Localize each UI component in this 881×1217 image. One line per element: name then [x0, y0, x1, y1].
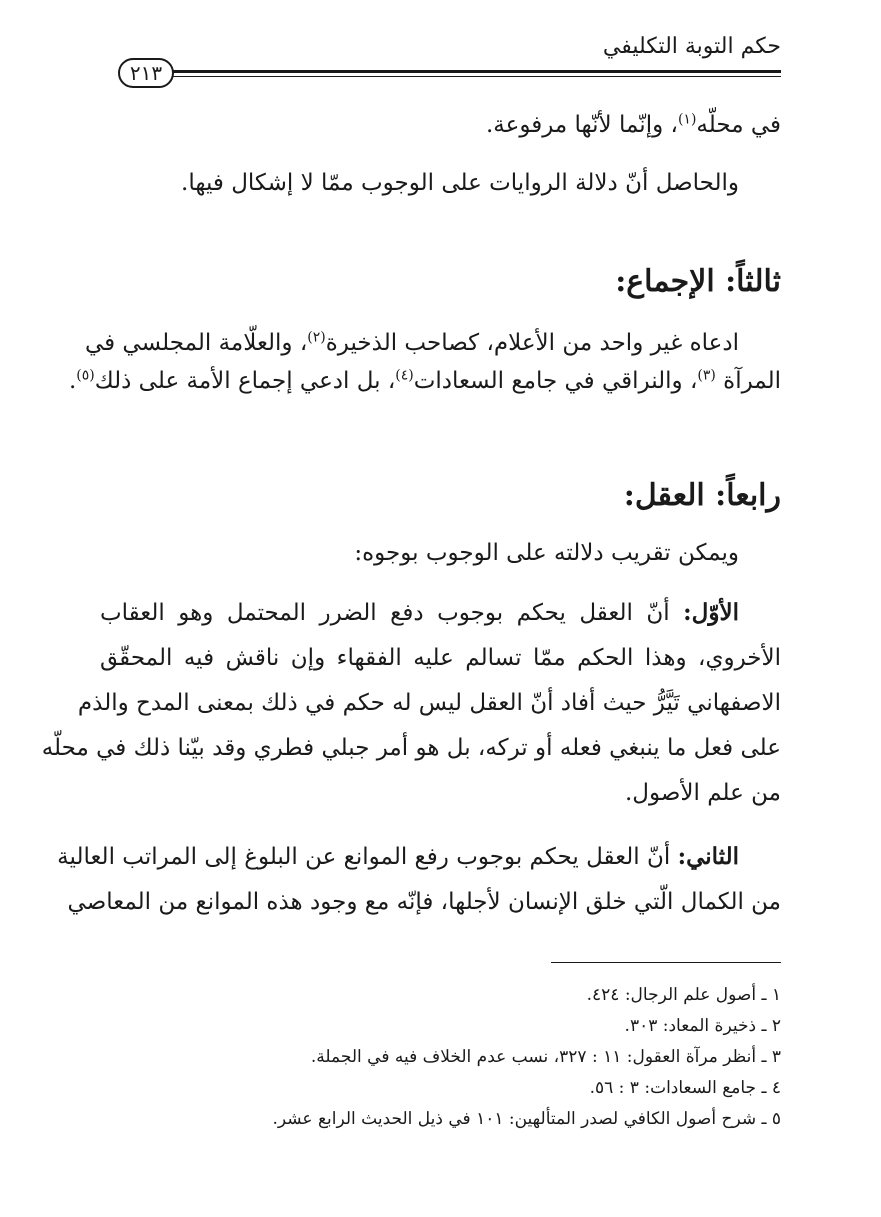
footnote-5: ٥ ـ شرح أصول الكافي لصدر المتألهين: ١٠١ في ذيل الحديث الرابع عشر.: [272, 1109, 781, 1129]
intro-line-1: في محلّه$^{(١)}$، وإنّما لأنّها مرفوعة.: [485, 111, 781, 138]
first-argument-line-3: الاصفهاني تَيَّرُّ حيث أفاد أنّ العقل ليس له حكم في ذلك بمعنى المدح والذم: [77, 690, 781, 716]
footnote-ref-3[interactable]: (٣): [697, 367, 716, 384]
running-header-title: حكم التوبة التكليفي: [602, 34, 781, 59]
reason-intro: ويمكن تقريب دلالته على الوجوب بوجوه:: [354, 540, 739, 566]
footnote-3: ٣ ـ أنظر مرآة العقول: ١١ : ٣٢٧، نسب عدم الخلاف فيه في الجملة.: [310, 1047, 781, 1067]
first-argument-line-4: على فعل ما ينبغي فعله أو تركه، بل هو أمر جبلي فطري وقد بيّنا ذلك في محلّه: [41, 735, 781, 761]
page-number-badge: ٢١٣: [118, 58, 174, 88]
footnote-ref-1[interactable]: (١): [677, 111, 697, 128]
intro-paragraph: [100, 106, 781, 144]
first-argument-label: الأوّل:: [683, 599, 739, 626]
second-argument-paragraph: [57, 834, 781, 925]
first-argument-line-2: الأخروي، وهذا الحكم ممّا تسالم عليه الفقهاء وإن ناقش فيه المحقّق: [100, 645, 781, 671]
second-argument-line-1: الثاني: أنّ العقل يحكم بوجوب رفع الموانع عن البلوغ إلى المراتب العالية: [57, 843, 739, 870]
footnote-4: ٤ ـ جامع السعادات: ٣ : ٥٦.: [589, 1078, 781, 1098]
second-argument-line-2: من الكمال الّتي خلق الإنسان لأجلها، فإنّه مع وجود هذه الموانع من المعاصي: [67, 889, 781, 915]
section-heading-consensus: ثالثاً: الإجماع:: [615, 264, 781, 299]
footnote-ref-2[interactable]: (٢): [307, 329, 326, 346]
header-rule: [172, 70, 781, 73]
footnote-separator: [551, 962, 781, 963]
footnotes: [272, 980, 781, 1135]
section-heading-reason: رابعاً: العقل:: [623, 478, 781, 513]
consensus-paragraph: [68, 324, 781, 400]
first-argument-line-1: الأوّل: أنّ العقل يحكم بوجوب دفع الضرر المحتمل وهو العقاب: [100, 599, 739, 626]
footnote-2: ٢ ـ ذخيرة المعاد: ٣٠٣.: [624, 1016, 781, 1036]
footnote-1: ١ ـ أصول علم الرجال: ٤٢٤.: [586, 985, 781, 1005]
footnote-ref-4[interactable]: (٤): [395, 367, 414, 384]
header-rule-thin: [172, 76, 781, 77]
second-argument-label: الثاني:: [677, 843, 739, 870]
conclusion-line: والحاصل أنّ دلالة الروايات على الوجوب ممّا لا إشكال فيها.: [181, 170, 739, 196]
first-argument-paragraph: [41, 590, 781, 816]
consensus-line-2: المرآة $^{(٣)}$، والنراقي في جامع السعادات$^{(٤)}$، بل ادعي إجماع الأمة على ذلك$^{(٥)}$.: [68, 367, 781, 394]
footnote-ref-5[interactable]: (٥): [76, 367, 95, 384]
first-argument-line-5: من علم الأصول.: [624, 780, 781, 806]
consensus-line-1: ادعاه غير واحد من الأعلام، كصاحب الذخيرة$^{(٢)}$، والعلّامة المجلسي في: [84, 329, 739, 356]
conclusion-paragraph: [100, 164, 781, 202]
